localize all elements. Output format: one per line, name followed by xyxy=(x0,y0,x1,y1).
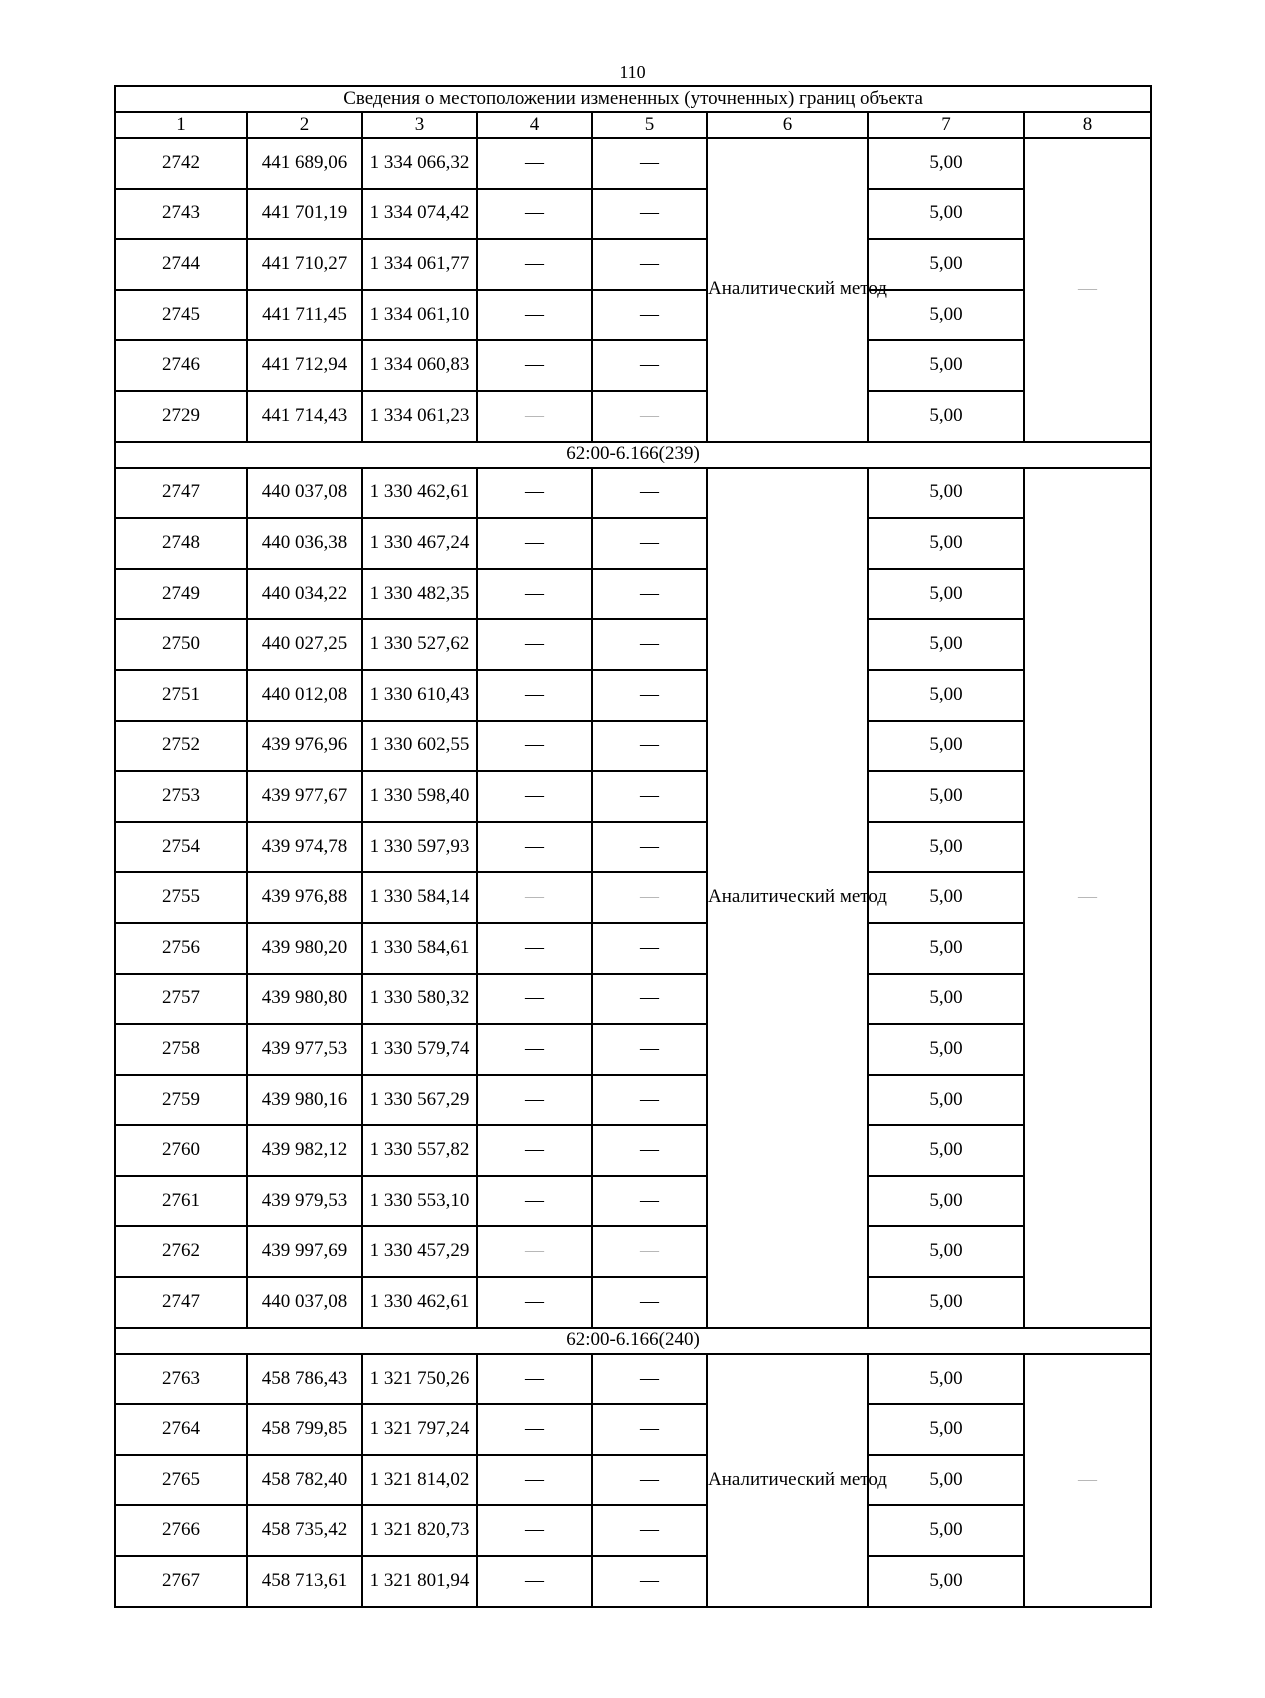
point-number-cell: 2765 xyxy=(115,1455,247,1506)
column-5-cell: — xyxy=(592,239,707,290)
point-number-cell: 2759 xyxy=(115,1075,247,1126)
point-number-cell: 2747 xyxy=(115,468,247,519)
point-number-cell: 2744 xyxy=(115,239,247,290)
point-number-cell: 2754 xyxy=(115,822,247,873)
x-coordinate-cell: 439 976,88 xyxy=(247,872,362,923)
accuracy-cell: 5,00 xyxy=(868,518,1024,569)
point-number-cell: 2745 xyxy=(115,290,247,341)
accuracy-cell: 5,00 xyxy=(868,1226,1024,1277)
point-number-cell: 2757 xyxy=(115,974,247,1025)
column-4-cell: — xyxy=(477,1176,592,1227)
column-5-cell: — xyxy=(592,391,707,442)
point-number-cell: 2742 xyxy=(115,138,247,189)
column-5-cell: — xyxy=(592,138,707,189)
column-number-1: 1 xyxy=(115,112,247,138)
x-coordinate-cell: 441 701,19 xyxy=(247,189,362,240)
column-4-cell: — xyxy=(477,569,592,620)
column-5-cell: — xyxy=(592,518,707,569)
x-coordinate-cell: 458 786,43 xyxy=(247,1354,362,1405)
column-5-cell: — xyxy=(592,468,707,519)
x-coordinate-cell: 440 037,08 xyxy=(247,1277,362,1328)
point-number-cell: 2755 xyxy=(115,872,247,923)
point-number-cell: 2763 xyxy=(115,1354,247,1405)
table-row xyxy=(115,670,1151,721)
accuracy-cell: 5,00 xyxy=(868,1125,1024,1176)
x-coordinate-cell: 458 713,61 xyxy=(247,1556,362,1607)
accuracy-cell: 5,00 xyxy=(868,670,1024,721)
column-4-cell: — xyxy=(477,670,592,721)
table-row xyxy=(115,138,1151,189)
column-number-2: 2 xyxy=(247,112,362,138)
accuracy-cell: 5,00 xyxy=(868,391,1024,442)
column-4-cell: — xyxy=(477,1505,592,1556)
x-coordinate-cell: 440 034,22 xyxy=(247,569,362,620)
y-coordinate-cell: 1 330 602,55 xyxy=(362,721,477,772)
x-coordinate-cell: 441 711,45 xyxy=(247,290,362,341)
section-label: 62:00-6.166(240) xyxy=(115,1328,1151,1354)
column-number-4: 4 xyxy=(477,112,592,138)
y-coordinate-cell: 1 330 467,24 xyxy=(362,518,477,569)
table-row xyxy=(115,518,1151,569)
section-row xyxy=(115,1328,1151,1354)
accuracy-cell: 5,00 xyxy=(868,619,1024,670)
y-coordinate-cell: 1 334 061,23 xyxy=(362,391,477,442)
column-4-cell: — xyxy=(477,1226,592,1277)
column-5-cell: — xyxy=(592,670,707,721)
point-number-cell: 2767 xyxy=(115,1556,247,1607)
accuracy-cell: 5,00 xyxy=(868,1075,1024,1126)
column-5-cell: — xyxy=(592,189,707,240)
table-title: Сведения о местоположении измененных (уточненных) границ объекта xyxy=(115,86,1151,112)
y-coordinate-cell: 1 321 797,24 xyxy=(362,1404,477,1455)
column-5-cell: — xyxy=(592,1125,707,1176)
point-number-cell: 2729 xyxy=(115,391,247,442)
y-coordinate-cell: 1 321 814,02 xyxy=(362,1455,477,1506)
table-row xyxy=(115,290,1151,341)
table-row xyxy=(115,189,1151,240)
column-number-3: 3 xyxy=(362,112,477,138)
accuracy-cell: 5,00 xyxy=(868,340,1024,391)
accuracy-cell: 5,00 xyxy=(868,771,1024,822)
accuracy-cell: 5,00 xyxy=(868,1556,1024,1607)
y-coordinate-cell: 1 334 066,32 xyxy=(362,138,477,189)
y-coordinate-cell: 1 330 462,61 xyxy=(362,1277,477,1328)
column-5-cell: — xyxy=(592,974,707,1025)
column-4-cell: — xyxy=(477,822,592,873)
method-cell: Аналитический метод xyxy=(707,1354,868,1607)
column-5-cell: — xyxy=(592,1505,707,1556)
y-coordinate-cell: 1 334 074,42 xyxy=(362,189,477,240)
table-row xyxy=(115,822,1151,873)
table-row xyxy=(115,1404,1151,1455)
column-number-8: 8 xyxy=(1024,112,1151,138)
column-4-cell: — xyxy=(477,1075,592,1126)
column-4-cell: — xyxy=(477,468,592,519)
table-row xyxy=(115,619,1151,670)
point-number-cell: 2758 xyxy=(115,1024,247,1075)
boundary-coordinates-table xyxy=(114,85,1152,1608)
table-row xyxy=(115,974,1151,1025)
column-4-cell: — xyxy=(477,923,592,974)
column-4-cell: — xyxy=(477,872,592,923)
x-coordinate-cell: 439 979,53 xyxy=(247,1176,362,1227)
x-coordinate-cell: 458 782,40 xyxy=(247,1455,362,1506)
x-coordinate-cell: 440 037,08 xyxy=(247,468,362,519)
point-number-cell: 2747 xyxy=(115,1277,247,1328)
table-row xyxy=(115,1455,1151,1506)
column-4-cell: — xyxy=(477,290,592,341)
table-row xyxy=(115,1075,1151,1126)
accuracy-cell: 5,00 xyxy=(868,569,1024,620)
accuracy-cell: 5,00 xyxy=(868,189,1024,240)
column-5-cell: — xyxy=(592,1075,707,1126)
x-coordinate-cell: 441 710,27 xyxy=(247,239,362,290)
column-4-cell: — xyxy=(477,1277,592,1328)
column-5-cell: — xyxy=(592,771,707,822)
method-cell: Аналитический метод xyxy=(707,468,868,1328)
table-row xyxy=(115,1556,1151,1607)
accuracy-cell: 5,00 xyxy=(868,1277,1024,1328)
x-coordinate-cell: 439 982,12 xyxy=(247,1125,362,1176)
section-label: 62:00-6.166(239) xyxy=(115,442,1151,468)
accuracy-cell: 5,00 xyxy=(868,822,1024,873)
page-number: 110 xyxy=(619,62,646,82)
column-5-cell: — xyxy=(592,923,707,974)
accuracy-cell: 5,00 xyxy=(868,974,1024,1025)
x-coordinate-cell: 440 036,38 xyxy=(247,518,362,569)
column-5-cell: — xyxy=(592,569,707,620)
column-5-cell: — xyxy=(592,1024,707,1075)
x-coordinate-cell: 439 974,78 xyxy=(247,822,362,873)
point-number-cell: 2749 xyxy=(115,569,247,620)
column-5-cell: — xyxy=(592,872,707,923)
accuracy-cell: 5,00 xyxy=(868,923,1024,974)
y-coordinate-cell: 1 321 750,26 xyxy=(362,1354,477,1405)
column-4-cell: — xyxy=(477,619,592,670)
column-4-cell: — xyxy=(477,771,592,822)
column-4-cell: — xyxy=(477,1125,592,1176)
table-row xyxy=(115,239,1151,290)
table-row xyxy=(115,1024,1151,1075)
x-coordinate-cell: 441 712,94 xyxy=(247,340,362,391)
point-number-cell: 2743 xyxy=(115,189,247,240)
column-5-cell: — xyxy=(592,1277,707,1328)
x-coordinate-cell: 441 689,06 xyxy=(247,138,362,189)
column-8-cell: — xyxy=(1024,1354,1151,1607)
column-number-7: 7 xyxy=(868,112,1024,138)
x-coordinate-cell: 439 977,67 xyxy=(247,771,362,822)
table-row xyxy=(115,771,1151,822)
y-coordinate-cell: 1 330 584,61 xyxy=(362,923,477,974)
y-coordinate-cell: 1 330 580,32 xyxy=(362,974,477,1025)
column-5-cell: — xyxy=(592,822,707,873)
point-number-cell: 2760 xyxy=(115,1125,247,1176)
accuracy-cell: 5,00 xyxy=(868,290,1024,341)
column-4-cell: — xyxy=(477,189,592,240)
y-coordinate-cell: 1 330 482,35 xyxy=(362,569,477,620)
point-number-cell: 2753 xyxy=(115,771,247,822)
accuracy-cell: 5,00 xyxy=(868,1024,1024,1075)
x-coordinate-cell: 439 977,53 xyxy=(247,1024,362,1075)
point-number-cell: 2751 xyxy=(115,670,247,721)
column-5-cell: — xyxy=(592,1556,707,1607)
table-row xyxy=(115,340,1151,391)
accuracy-cell: 5,00 xyxy=(868,1404,1024,1455)
column-5-cell: — xyxy=(592,1455,707,1506)
y-coordinate-cell: 1 330 557,82 xyxy=(362,1125,477,1176)
y-coordinate-cell: 1 330 598,40 xyxy=(362,771,477,822)
accuracy-cell: 5,00 xyxy=(868,872,1024,923)
accuracy-cell: 5,00 xyxy=(868,138,1024,189)
column-5-cell: — xyxy=(592,340,707,391)
table-row xyxy=(115,1354,1151,1405)
table-row xyxy=(115,569,1151,620)
point-number-cell: 2746 xyxy=(115,340,247,391)
y-coordinate-cell: 1 321 820,73 xyxy=(362,1505,477,1556)
accuracy-cell: 5,00 xyxy=(868,1354,1024,1405)
column-4-cell: — xyxy=(477,518,592,569)
column-4-cell: — xyxy=(477,391,592,442)
column-number-5: 5 xyxy=(592,112,707,138)
column-8-cell: — xyxy=(1024,468,1151,1328)
table-row xyxy=(115,923,1151,974)
x-coordinate-cell: 440 012,08 xyxy=(247,670,362,721)
column-numbers-row xyxy=(115,112,1151,138)
y-coordinate-cell: 1 330 527,62 xyxy=(362,619,477,670)
column-4-cell: — xyxy=(477,340,592,391)
column-4-cell: — xyxy=(477,974,592,1025)
column-4-cell: — xyxy=(477,239,592,290)
table-row xyxy=(115,872,1151,923)
column-5-cell: — xyxy=(592,721,707,772)
y-coordinate-cell: 1 330 579,74 xyxy=(362,1024,477,1075)
table-row xyxy=(115,1176,1151,1227)
accuracy-cell: 5,00 xyxy=(868,1505,1024,1556)
column-number-6: 6 xyxy=(707,112,868,138)
x-coordinate-cell: 458 735,42 xyxy=(247,1505,362,1556)
accuracy-cell: 5,00 xyxy=(868,239,1024,290)
accuracy-cell: 5,00 xyxy=(868,468,1024,519)
column-5-cell: — xyxy=(592,1404,707,1455)
column-5-cell: — xyxy=(592,1226,707,1277)
column-5-cell: — xyxy=(592,1354,707,1405)
column-4-cell: — xyxy=(477,1556,592,1607)
column-4-cell: — xyxy=(477,721,592,772)
column-4-cell: — xyxy=(477,1354,592,1405)
y-coordinate-cell: 1 330 457,29 xyxy=(362,1226,477,1277)
point-number-cell: 2766 xyxy=(115,1505,247,1556)
table-row xyxy=(115,1277,1151,1328)
y-coordinate-cell: 1 330 462,61 xyxy=(362,468,477,519)
table-row xyxy=(115,468,1151,519)
column-4-cell: — xyxy=(477,1455,592,1506)
x-coordinate-cell: 439 976,96 xyxy=(247,721,362,772)
point-number-cell: 2764 xyxy=(115,1404,247,1455)
y-coordinate-cell: 1 330 584,14 xyxy=(362,872,477,923)
table-row xyxy=(115,391,1151,442)
y-coordinate-cell: 1 330 553,10 xyxy=(362,1176,477,1227)
point-number-cell: 2752 xyxy=(115,721,247,772)
y-coordinate-cell: 1 330 567,29 xyxy=(362,1075,477,1126)
column-4-cell: — xyxy=(477,1024,592,1075)
point-number-cell: 2756 xyxy=(115,923,247,974)
column-4-cell: — xyxy=(477,1404,592,1455)
x-coordinate-cell: 439 980,80 xyxy=(247,974,362,1025)
y-coordinate-cell: 1 334 061,77 xyxy=(362,239,477,290)
x-coordinate-cell: 439 997,69 xyxy=(247,1226,362,1277)
table-row xyxy=(115,721,1151,772)
column-4-cell: — xyxy=(477,138,592,189)
point-number-cell: 2748 xyxy=(115,518,247,569)
column-8-cell: — xyxy=(1024,138,1151,442)
x-coordinate-cell: 439 980,16 xyxy=(247,1075,362,1126)
accuracy-cell: 5,00 xyxy=(868,1455,1024,1506)
y-coordinate-cell: 1 321 801,94 xyxy=(362,1556,477,1607)
x-coordinate-cell: 441 714,43 xyxy=(247,391,362,442)
accuracy-cell: 5,00 xyxy=(868,721,1024,772)
accuracy-cell: 5,00 xyxy=(868,1176,1024,1227)
y-coordinate-cell: 1 330 610,43 xyxy=(362,670,477,721)
point-number-cell: 2750 xyxy=(115,619,247,670)
column-5-cell: — xyxy=(592,290,707,341)
section-row xyxy=(115,442,1151,468)
y-coordinate-cell: 1 334 061,10 xyxy=(362,290,477,341)
table-row xyxy=(115,1125,1151,1176)
y-coordinate-cell: 1 334 060,83 xyxy=(362,340,477,391)
x-coordinate-cell: 440 027,25 xyxy=(247,619,362,670)
column-5-cell: — xyxy=(592,619,707,670)
column-5-cell: — xyxy=(592,1176,707,1227)
method-cell: Аналитический метод xyxy=(707,138,868,442)
table-row xyxy=(115,1505,1151,1556)
point-number-cell: 2761 xyxy=(115,1176,247,1227)
point-number-cell: 2762 xyxy=(115,1226,247,1277)
x-coordinate-cell: 439 980,20 xyxy=(247,923,362,974)
table-row xyxy=(115,1226,1151,1277)
y-coordinate-cell: 1 330 597,93 xyxy=(362,822,477,873)
x-coordinate-cell: 458 799,85 xyxy=(247,1404,362,1455)
